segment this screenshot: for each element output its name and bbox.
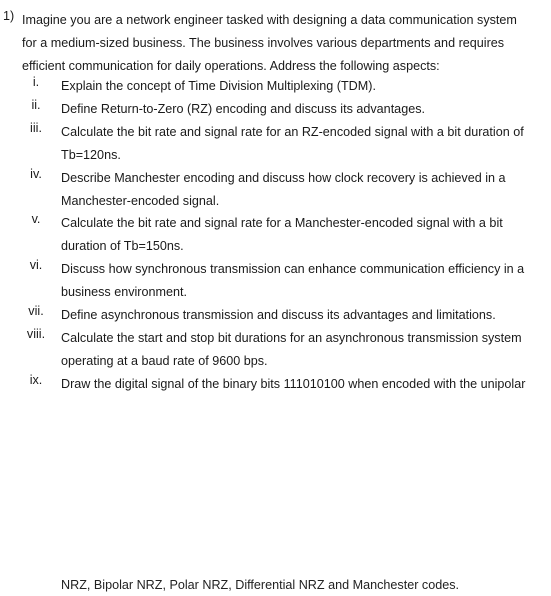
item-line: Draw the digital signal of the binary bits 111010100 when encoded with the unipolar bbox=[61, 377, 526, 391]
item-text bbox=[61, 304, 551, 327]
item-text bbox=[61, 373, 551, 396]
item-line: Calculate the bit rate and signal rate for a Manchester-encoded signal with a bit bbox=[61, 216, 503, 230]
item-line: Define asynchronous transmission and discuss its advantages and limitations. bbox=[61, 308, 496, 322]
item-label: viii. bbox=[26, 327, 46, 341]
item-text bbox=[61, 121, 551, 167]
item-label: v. bbox=[31, 212, 41, 226]
question-intro bbox=[22, 9, 550, 78]
item-label: iii. bbox=[30, 121, 42, 135]
intro-line: Imagine you are a network engineer tasked with designing a data communication system bbox=[22, 13, 517, 27]
item-label: iv. bbox=[30, 167, 42, 181]
item-label: ii. bbox=[31, 98, 41, 112]
continuation-line: NRZ, Bipolar NRZ, Polar NRZ, Differential NRZ and Manchester codes. bbox=[61, 578, 460, 592]
intro-line: for a medium-sized business. The business involves various departments and requires bbox=[22, 36, 505, 50]
item-text bbox=[61, 167, 551, 213]
item-label: i. bbox=[32, 75, 40, 89]
item-line: duration of Tb=150ns. bbox=[61, 239, 184, 253]
item-text bbox=[61, 212, 551, 258]
intro-line: efficient communication for daily operations. Address the following aspects: bbox=[22, 59, 440, 73]
item-line: Calculate the start and stop bit durations for an asynchronous transmission system bbox=[61, 331, 522, 345]
question-number: 1) bbox=[3, 9, 15, 23]
item-line: Explain the concept of Time Division Multiplexing (TDM). bbox=[61, 79, 376, 93]
item-line: Manchester-encoded signal. bbox=[61, 194, 220, 208]
item-text bbox=[61, 75, 551, 98]
item-line: Define Return-to-Zero (RZ) encoding and discuss its advantages. bbox=[61, 102, 425, 116]
item-text bbox=[61, 98, 551, 121]
item-text bbox=[61, 327, 551, 373]
item-line: business environment. bbox=[61, 285, 188, 299]
item-line: Describe Manchester encoding and discuss how clock recovery is achieved in a bbox=[61, 171, 506, 185]
item-label: ix. bbox=[29, 373, 43, 387]
item-line: operating at a baud rate of 9600 bps. bbox=[61, 354, 268, 368]
item-label: vii. bbox=[28, 304, 44, 318]
item-line: Discuss how synchronous transmission can enhance communication efficiency in a bbox=[61, 262, 525, 276]
item-line: Calculate the bit rate and signal rate for an RZ-encoded signal with a bit duration of bbox=[61, 125, 524, 139]
item-line: Tb=120ns. bbox=[61, 148, 121, 162]
item-text bbox=[61, 258, 551, 304]
item-label: vi. bbox=[29, 258, 43, 272]
